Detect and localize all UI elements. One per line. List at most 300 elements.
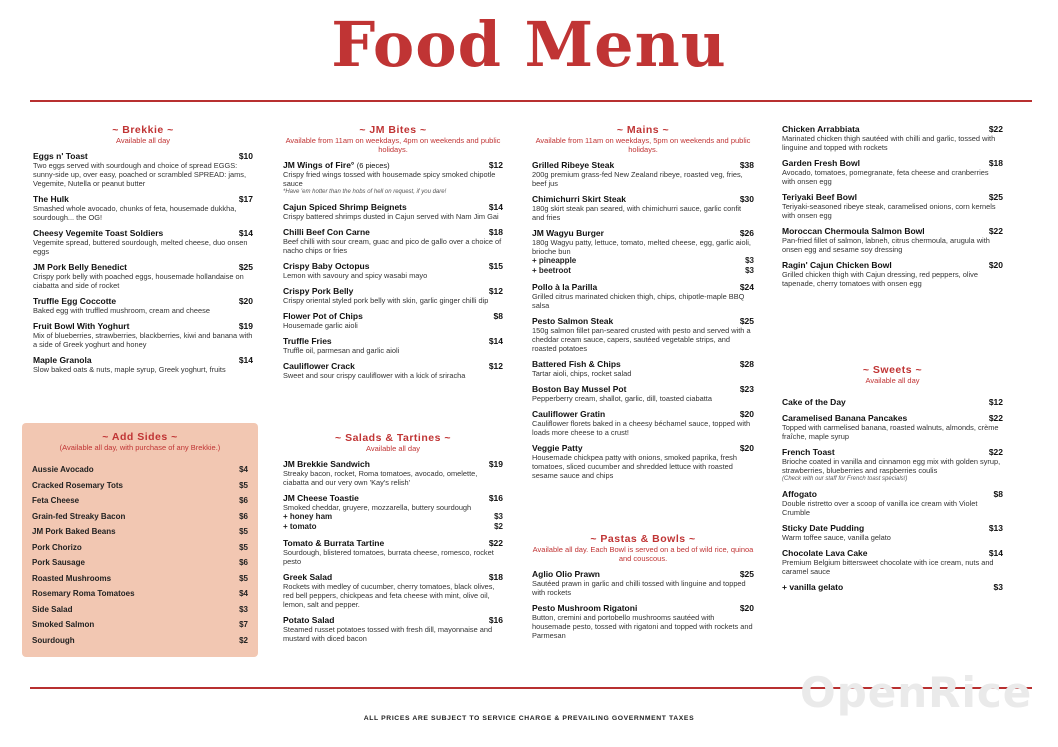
menu-item-name — [283, 459, 370, 469]
menu-item-price: $13 — [988, 523, 1003, 533]
menu-item-price: $18 — [488, 227, 503, 237]
menu-item-name-text: Veggie Patty — [532, 443, 583, 453]
menu-item-price: $24 — [739, 282, 754, 292]
menu-item-row — [782, 489, 1003, 499]
menu-item — [283, 286, 503, 305]
side-item-price: $6 — [239, 496, 248, 506]
menu-item-name-text: Greek Salad — [283, 572, 333, 582]
menu-item-row — [283, 286, 503, 296]
menu-item-name — [283, 538, 384, 548]
menu-item-name-text: Chocolate Lava Cake — [782, 548, 868, 558]
menu-item-price: $14 — [488, 202, 503, 212]
menu-item-description: Avocado, tomatoes, pomegranate, feta cheese and cranberries with onsen egg — [782, 168, 989, 186]
menu-item-name-text: The Hulk — [33, 194, 69, 204]
menu-item-price: $16 — [488, 493, 503, 503]
menu-item-name-text: JM Wagyu Burger — [532, 228, 604, 238]
menu-title: Food Menu — [331, 8, 727, 81]
menu-item — [782, 124, 1003, 152]
menu-item-row — [782, 397, 1003, 407]
side-item — [32, 555, 248, 571]
menu-item-price: $12 — [488, 160, 503, 170]
menu-item-name — [33, 321, 129, 331]
menu-item — [782, 397, 1003, 407]
menu-item-name — [782, 192, 857, 202]
menu-item-price: $25 — [739, 569, 754, 579]
menu-item-description: Cauliflower florets baked in a cheesy béchamel sauce, topped with loads more cheese to a crust! — [532, 419, 751, 437]
menu-item-name — [283, 286, 353, 296]
menu-item-row — [532, 359, 754, 369]
menu-item-name — [283, 227, 370, 237]
menu-item-name-text: Boston Bay Mussel Pot — [532, 384, 627, 394]
brekkie-heading: ~ Brekkie ~ — [112, 124, 174, 136]
menu-item-row — [532, 569, 754, 579]
menu-item-row — [33, 296, 253, 306]
side-item-price: $6 — [239, 558, 248, 568]
menu-item-name-text: Flower Pot of Chips — [283, 311, 363, 321]
menu-item — [532, 409, 754, 437]
menu-item-name — [782, 397, 846, 407]
menu-item — [782, 548, 1003, 576]
menu-item-description: Marinated chicken thigh sautéed with chilli and garlic, tossed with linguine and topped with rockets — [782, 134, 996, 152]
menu-item-name — [283, 615, 334, 625]
menu-item-row — [33, 355, 253, 365]
menu-item-description: Teriyaki-seasoned ribeye steak, caramelised onions, corn kernels with onsen egg — [782, 202, 996, 220]
menu-item-description: Beef chilli with sour cream, guac and pico de gallo over a choice of nacho chips or fries — [283, 237, 502, 255]
menu-item-price: $19 — [488, 459, 503, 469]
menu-item-name-text: Cake of the Day — [782, 397, 846, 407]
menu-item-price: $26 — [739, 228, 754, 238]
menu-item-description: Button, cremini and portobello mushrooms sautéed with housemade pesto, tossed with rigatoni and topped with rockets and Parmesan — [532, 613, 753, 640]
menu-item-row — [283, 538, 503, 548]
menu-item-note: (6 pieces) — [356, 161, 390, 170]
menu-item — [33, 321, 253, 349]
sweets-section — [782, 364, 1003, 598]
menu-item — [782, 582, 1003, 592]
side-item-name: Cracked Rosemary Tots — [32, 480, 123, 490]
menu-item-price: $20 — [739, 603, 754, 613]
menu-item-description: 200g premium grass-fed New Zealand ribeye, roasted veg, fries, beef jus — [532, 170, 743, 188]
menu-item-description: Lemon with savoury and spicy wasabi mayo — [283, 271, 428, 280]
pastas-section — [532, 533, 754, 646]
side-item — [32, 524, 248, 540]
menu-item — [782, 192, 1003, 220]
menu-item-description: Pepperberry cream, shallot, garlic, dill, toasted ciabatta — [532, 394, 712, 403]
menu-item — [283, 311, 503, 330]
menu-item-description: 180g skirt steak pan seared, with chimichurri sauce, garlic confit and fries — [532, 204, 742, 222]
menu-item-row — [532, 316, 754, 326]
menu-item-description: Sweet and sour crispy cauliflower with a kick of sriracha — [283, 371, 466, 380]
menu-item — [532, 228, 754, 276]
menu-item — [283, 615, 503, 643]
menu-item-name-text: Garden Fresh Bowl — [782, 158, 860, 168]
menu-item-name-text: JM Cheese Toastie — [283, 493, 359, 503]
menu-item-name-text: Fruit Bowl With Yoghurt — [33, 321, 130, 331]
pastas-availability: Available all day. Each Bowl is served on a bed of wild rice, quinoa and couscous. — [532, 545, 754, 563]
menu-item-price: $17 — [238, 194, 253, 204]
menu-item-row — [532, 384, 754, 394]
menu-item-description: Sourdough, blistered tomatoes, burrata cheese, romesco, rocket pesto — [283, 548, 494, 566]
menu-item-row — [782, 413, 1003, 423]
menu-item-description: Sautéed prawn in garlic and chilli tossed with linguine and topped with rockets — [532, 579, 746, 597]
menu-item-description: Housemade garlic aioli — [283, 321, 358, 330]
menu-item — [532, 384, 754, 403]
menu-item-row — [532, 409, 754, 419]
watermark-logo: OpenRice — [800, 668, 1033, 717]
menu-item-name-text: Eggs n' Toast — [33, 151, 88, 161]
menu-item-description: Rockets with medley of cucumber, cherry tomatoes, black olives, red bell peppers, chickpeas and feta cheese with mint, olive oil, lemon, salt and pepper. — [283, 582, 495, 609]
menu-item-name-text: Truffle Fries — [283, 336, 332, 346]
menu-item-name — [782, 226, 925, 236]
menu-item-description: Two eggs served with sourdough and choice of spread EGGS: sunny-side up, over easy, poached or scrambled SPREAD: jams, Vegemite, Nutella or peanut butter — [33, 161, 247, 188]
menu-item-name — [33, 228, 163, 238]
menu-item-price: $22 — [988, 226, 1003, 236]
menu-item — [782, 226, 1003, 254]
menu-item-description: Premium Belgium bittersweet chocolate with ice cream, nuts and caramel sauce — [782, 558, 994, 576]
side-item-price: $6 — [239, 511, 248, 521]
menu-item-row — [33, 228, 253, 238]
menu-item-price: $8 — [493, 311, 503, 321]
menu-item-price: $28 — [739, 359, 754, 369]
menu-item-row — [782, 158, 1003, 168]
mains-section — [532, 124, 754, 486]
menu-item-description: Streaky bacon, rocket, Roma tomatoes, avocado, omelette, ciabatta and our very own 'Kay's relish' — [283, 469, 478, 487]
menu-item-description: Crispy oriental styled pork belly with skin, garlic ginger chilli dip — [283, 296, 489, 305]
menu-item — [283, 361, 503, 380]
menu-item-row — [782, 447, 1003, 457]
side-item — [32, 462, 248, 478]
menu-item — [532, 316, 754, 353]
menu-item-name-text: JM Pork Belly Benedict — [33, 262, 128, 272]
menu-item-name — [532, 160, 614, 170]
side-item-name: Sourdough — [32, 635, 75, 645]
menu-item-description: Brioche coated in vanilla and cinnamon egg mix with golden syrup, strawberries, blueberries and raspberries coulis — [782, 457, 1001, 475]
menu-item-name — [532, 603, 637, 613]
bowls-section — [782, 124, 1003, 294]
menu-item-name — [532, 194, 626, 204]
menu-item-description: Slow baked oats & nuts, maple syrup, Greek yoghurt, fruits — [33, 365, 226, 374]
salads-section — [283, 432, 503, 649]
side-item-price: $3 — [239, 604, 248, 614]
menu-item — [33, 194, 253, 222]
menu-item-price: $38 — [739, 160, 754, 170]
menu-item — [33, 355, 253, 374]
menu-item — [283, 538, 503, 566]
bites-heading: ~ JM Bites ~ — [359, 124, 427, 136]
menu-item — [283, 336, 503, 355]
menu-item-name-text: French Toast — [782, 447, 835, 457]
menu-item-row — [283, 615, 503, 625]
menu-item-row — [283, 261, 503, 271]
menu-item-name-text: Battered Fish & Chips — [532, 359, 621, 369]
menu-item-description: 180g Wagyu patty, lettuce, tomato, melted cheese, egg, garlic aioli, brioche bun — [532, 238, 751, 256]
menu-item-row — [283, 572, 503, 582]
menu-item — [33, 151, 253, 188]
addon-price: $3 — [745, 266, 754, 275]
menu-item-name-text: Chimichurri Skirt Steak — [532, 194, 627, 204]
menu-item-name — [33, 262, 127, 272]
menu-item — [782, 158, 1003, 186]
menu-item-description: Crispy fried wings tossed with housemade spicy smoked chipotle sauce — [283, 170, 496, 188]
side-item-name: Aussie Avocado — [32, 465, 94, 475]
menu-item-row — [283, 202, 503, 212]
menu-item-name-text: Chicken Arrabbiata — [782, 124, 860, 134]
menu-item-row — [532, 603, 754, 613]
menu-item-name-text: Chilli Beef Con Carne — [283, 227, 370, 237]
addon-price: $2 — [494, 522, 503, 531]
menu-item — [532, 443, 754, 480]
side-item-price: $7 — [239, 620, 248, 630]
side-item — [32, 586, 248, 602]
menu-item-row — [532, 228, 754, 238]
menu-item-price: $25 — [988, 192, 1003, 202]
menu-item-name-text: Crispy Baby Octopus — [283, 261, 370, 271]
menu-item-name — [283, 336, 332, 346]
menu-item-name — [33, 355, 92, 365]
addon-name: + tomato — [283, 522, 317, 531]
side-item-name: Side Salad — [32, 604, 73, 614]
menu-item-name — [532, 282, 597, 292]
side-item-name: Rosemary Roma Tomatoes — [32, 589, 135, 599]
menu-item-footnote: *Have 'em hotter than the hobs of hell on request, if you dare! — [283, 189, 447, 195]
menu-item — [283, 160, 503, 196]
menu-item-description: Crispy battered shrimps dusted in Cajun served with Nam Jim Gai — [283, 212, 499, 221]
side-item-name: Smoked Salmon — [32, 620, 95, 630]
menu-item-description: Pan-fried fillet of salmon, labneh, citrus chermoula, arugula with onsen egg and sesame soy dressing — [782, 236, 990, 254]
pastas-heading: ~ Pastas & Bowls ~ — [590, 533, 696, 545]
salads-availability: Available all day — [365, 444, 421, 453]
side-item — [32, 478, 248, 494]
menu-item-name — [33, 296, 116, 306]
menu-item-price: $22 — [488, 538, 503, 548]
menu-item-description: Warm toffee sauce, vanilla gelato — [782, 533, 891, 542]
menu-item-price: $23 — [739, 384, 754, 394]
menu-item-name-text: Affogato — [782, 489, 817, 499]
menu-item — [33, 296, 253, 315]
menu-item-name-text: JM Wings of Fire° — [283, 160, 355, 170]
menu-item-name-text: Potato Salad — [283, 615, 335, 625]
menu-item — [782, 523, 1003, 542]
menu-item-row — [532, 160, 754, 170]
menu-item — [532, 359, 754, 378]
menu-item-name-text: Maple Granola — [33, 355, 92, 365]
menu-item-name — [782, 548, 868, 558]
menu-item-addon — [283, 512, 503, 522]
menu-item-name — [532, 359, 621, 369]
menu-item-name-text: JM Brekkie Sandwich — [283, 459, 370, 469]
menu-item-price: $25 — [739, 316, 754, 326]
bites-availability: Available from 11am on weekdays, 4pm on weekends and public holidays. — [285, 136, 501, 154]
mains-heading: ~ Mains ~ — [616, 124, 670, 136]
menu-item-price: $30 — [739, 194, 754, 204]
menu-item-name-text: Grilled Ribeye Steak — [532, 160, 615, 170]
side-item-price: $5 — [239, 542, 248, 552]
menu-item-name-text: Cajun Spiced Shrimp Beignets — [283, 202, 407, 212]
side-item-name: Feta Cheese — [32, 496, 80, 506]
menu-item-footnote: (Check with our staff for French toast specials!) — [782, 476, 908, 482]
menu-item-name-text: Truffle Egg Coccotte — [33, 296, 117, 306]
menu-item-row — [532, 282, 754, 292]
menu-item-row — [283, 311, 503, 321]
menu-item-description: Double ristretto over a scoop of vanilla ice cream with Violet Crumble — [782, 499, 978, 517]
menu-item-name — [283, 572, 332, 582]
menu-item-row — [283, 336, 503, 346]
menu-item-description: 150g salmon fillet pan-seared crusted with pesto and served with a cheddar cream sauce, capers, sautéed vegetable strips, and roasted potatoes — [532, 326, 751, 353]
side-item-price: $4 — [239, 589, 248, 599]
menu-item-description: Grilled chicken thigh with Cajun dressing, red peppers, olive tapenade, cherry tomatoes with onsen egg — [782, 270, 978, 288]
menu-item-description: Housemade chickpea patty with onions, smoked paprika, fresh tomatoes, sliced cucumber and shredded lettuce with roasted sesame sauce and chips — [532, 453, 737, 480]
bites-section — [283, 124, 503, 386]
menu-item-description: Smoked cheddar, gruyere, mozzarella, buttery sourdough — [283, 503, 472, 512]
addon-name: + pineapple — [532, 256, 577, 265]
menu-item-name-text: Cheesy Vegemite Toast Soldiers — [33, 228, 164, 238]
menu-item-name-text: Cauliflower Gratin — [532, 409, 606, 419]
menu-item-row — [33, 151, 253, 161]
menu-item-price: $25 — [238, 262, 253, 272]
menu-item — [532, 194, 754, 222]
sides-heading: ~ Add Sides ~ — [102, 431, 178, 443]
menu-item — [283, 459, 503, 487]
menu-item-row — [532, 194, 754, 204]
menu-item-row — [283, 160, 503, 170]
add-sides-panel — [22, 423, 258, 657]
menu-item-row — [532, 443, 754, 453]
menu-item-price: $14 — [488, 336, 503, 346]
side-item — [32, 571, 248, 587]
side-item — [32, 509, 248, 525]
menu-item-row — [782, 548, 1003, 558]
brekkie-availability: Available all day — [115, 136, 171, 145]
menu-item-price: $22 — [988, 413, 1003, 423]
menu-item-description: Vegemite spread, buttered sourdough, melted cheese, duo onsen eggs — [33, 238, 248, 256]
menu-item-row — [283, 459, 503, 469]
menu-item-description: Smashed whole avocado, chunks of feta, housemade dukkha, sourdough... the OG! — [33, 204, 237, 222]
brekkie-section — [33, 124, 253, 380]
menu-item-price: $22 — [988, 447, 1003, 457]
salads-heading: ~ Salads & Tartines ~ — [335, 432, 451, 444]
menu-item — [782, 447, 1003, 483]
menu-item-name-text: Aglio Olio Prawn — [532, 569, 601, 579]
menu-item-row — [782, 192, 1003, 202]
menu-item-description: Steamed russet potatoes tossed with fresh dill, mayonnaise and mustard with diced bacon — [283, 625, 493, 643]
menu-item-name-text: Tomato & Burrata Tartine — [283, 538, 385, 548]
side-item — [32, 602, 248, 618]
menu-item-name — [283, 493, 359, 503]
addon-name: + honey ham — [283, 512, 333, 521]
side-item-name: Roasted Mushrooms — [32, 573, 112, 583]
addon-name: + beetroot — [532, 266, 571, 275]
menu-item-name — [283, 160, 390, 170]
side-item — [32, 540, 248, 556]
menu-item-name — [782, 260, 892, 270]
menu-item — [782, 260, 1003, 288]
menu-item-name-text: Moroccan Chermoula Salmon Bowl — [782, 226, 925, 236]
menu-item-description: Grilled citrus marinated chicken thigh, chips, chipotle-maple BBQ salsa — [532, 292, 745, 310]
menu-item-name-text: Pesto Mushroom Rigatoni — [532, 603, 638, 613]
side-item-name: Pork Chorizo — [32, 542, 82, 552]
menu-item — [283, 261, 503, 280]
menu-item-name-text: Ragin' Cajun Chicken Bowl — [782, 260, 892, 270]
menu-item-price: $3 — [993, 582, 1003, 592]
menu-item-row — [283, 227, 503, 237]
menu-item-addon — [532, 256, 754, 266]
menu-item-price: $20 — [739, 443, 754, 453]
menu-item-name — [782, 124, 860, 134]
menu-item-price: $12 — [488, 361, 503, 371]
menu-item-name — [33, 194, 69, 204]
menu-item-price: $22 — [988, 124, 1003, 134]
menu-item-name — [532, 228, 604, 238]
menu-item-name — [782, 489, 817, 499]
menu-item-price: $18 — [988, 158, 1003, 168]
addon-price: $3 — [745, 256, 754, 265]
menu-item-description: Tartar aioli, chips, rocket salad — [532, 369, 632, 378]
menu-item-name — [532, 443, 583, 453]
menu-item-name — [782, 447, 835, 457]
menu-item-row — [782, 523, 1003, 533]
menu-item-description: Baked egg with truffled mushroom, cream and cheese — [33, 306, 210, 315]
side-item-price: $4 — [239, 465, 248, 475]
menu-item — [283, 202, 503, 221]
menu-item-price: $20 — [988, 260, 1003, 270]
menu-item-name — [283, 261, 369, 271]
menu-item — [33, 228, 253, 256]
side-item-name: JM Pork Baked Beans — [32, 527, 116, 537]
side-item — [32, 493, 248, 509]
menu-item-row — [33, 321, 253, 331]
menu-item-name-text: + vanilla gelato — [782, 582, 844, 592]
menu-item-addon — [283, 522, 503, 532]
menu-item-name — [283, 311, 363, 321]
menu-item-name-text: Teriyaki Beef Bowl — [782, 192, 857, 202]
menu-item-price: $16 — [488, 615, 503, 625]
menu-item-name-text: Sticky Date Pudding — [782, 523, 865, 533]
menu-item-name — [532, 316, 613, 326]
menu-item-price: $12 — [988, 397, 1003, 407]
menu-item-price: $20 — [238, 296, 253, 306]
menu-item — [283, 493, 503, 532]
menu-item-price: $15 — [488, 261, 503, 271]
menu-item-row — [33, 262, 253, 272]
side-item-name: Grain-fed Streaky Bacon — [32, 511, 126, 521]
menu-item-name — [532, 569, 600, 579]
menu-item-name — [782, 523, 864, 533]
menu-item — [532, 282, 754, 310]
menu-item-description: Topped with carmelised banana, roasted walnuts, almonds, crème fraîche, maple syrup — [782, 423, 999, 441]
mains-availability: Available from 11am on weekdays, 5pm on weekends and public holidays. — [535, 136, 751, 154]
menu-item-row — [782, 226, 1003, 236]
menu-item-price: $10 — [238, 151, 253, 161]
menu-item-row — [283, 493, 503, 503]
menu-item-name — [532, 409, 605, 419]
menu-item-price: $14 — [238, 355, 253, 365]
menu-item — [532, 160, 754, 188]
menu-item-name — [532, 384, 626, 394]
menu-item — [532, 569, 754, 597]
menu-item-name — [782, 158, 860, 168]
sweets-heading: ~ Sweets ~ — [862, 364, 923, 376]
menu-item-price: $14 — [238, 228, 253, 238]
menu-item-name-text: Pesto Salmon Steak — [532, 316, 614, 326]
menu-item-price: $20 — [739, 409, 754, 419]
menu-item-row — [782, 124, 1003, 134]
side-item-price: $5 — [239, 527, 248, 537]
menu-item — [283, 572, 503, 609]
side-item — [32, 617, 248, 633]
sides-availability: (Available all day, with purchase of any Brekkie.) — [59, 443, 221, 452]
side-item-name: Pork Sausage — [32, 558, 85, 568]
menu-item-row — [283, 361, 503, 371]
side-item — [32, 633, 248, 649]
